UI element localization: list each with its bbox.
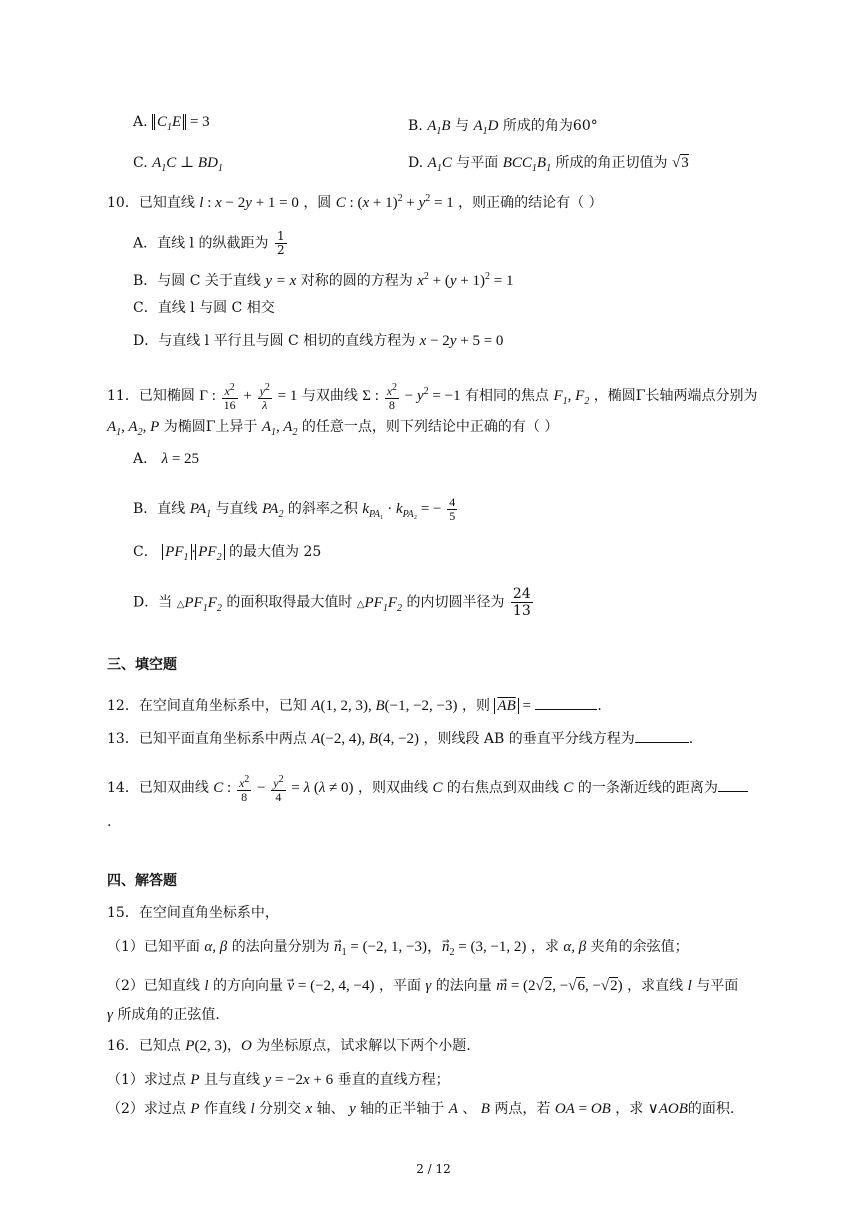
math-eq-sign: = bbox=[518, 698, 531, 714]
q16-part1-mid: 且与直线 bbox=[204, 1072, 260, 1088]
q13-end: . bbox=[688, 731, 694, 747]
math-o: O bbox=[240, 1038, 252, 1054]
q12-end: . bbox=[597, 698, 602, 714]
math-pa1: $PA_1$ bbox=[189, 500, 212, 520]
math-slope-product: $k_{PA_1} \cdot k_{PA_2}$ = − $\frac{4}{5}$ bbox=[362, 495, 456, 523]
q15-part2-line2 bbox=[107, 1005, 220, 1025]
math-gamma-1: γ bbox=[425, 978, 432, 994]
q16-mid: ， bbox=[226, 1038, 241, 1054]
q11-option-a-label: A． bbox=[133, 451, 158, 467]
q12-answer-blank[interactable] bbox=[535, 695, 597, 710]
q15-part2-line2-text: 所成角的正弦值. bbox=[117, 1007, 220, 1023]
q14-mid1: ，则双曲线 bbox=[358, 779, 428, 796]
q9-option-b bbox=[408, 116, 598, 142]
q14-end-line bbox=[107, 812, 111, 832]
math-direction-vector: v⃗ = (−2, 4, −4) bbox=[287, 978, 375, 994]
q11-option-d bbox=[133, 586, 535, 619]
q11-option-a bbox=[133, 449, 199, 469]
q9-option-b-mid: 与 bbox=[455, 118, 469, 134]
q16-part2 bbox=[107, 1099, 734, 1119]
q16-pre: 16．已知点 bbox=[107, 1038, 181, 1054]
q10-stem bbox=[107, 189, 603, 213]
q11-tail1: ，椭圆Γ长轴两端点分别为 bbox=[593, 387, 758, 404]
q11-mid2: 有相同的焦点 bbox=[465, 387, 550, 404]
math-ab-norm: $\overline{AB}$ bbox=[494, 698, 518, 714]
q10-option-d-pre: D．与直线 l 平行且与圆 C 相切的直线方程为 bbox=[133, 333, 416, 349]
q10-option-b-pre: B．与圆 C 关于直线 bbox=[133, 273, 261, 289]
math-circle-sym: $x^2 + (y + 1)^2 = 1$ bbox=[417, 271, 514, 289]
q10-option-a bbox=[133, 230, 289, 257]
math-triangle-aob: ∨AOB bbox=[647, 1101, 688, 1117]
math-oa-ob: OA = OB bbox=[554, 1101, 611, 1117]
q11-option-c bbox=[133, 542, 321, 568]
math-line-l: l bbox=[199, 195, 204, 211]
q11-line2-tail: 的任意一点，则下列结论中正确的有（ ） bbox=[301, 419, 559, 435]
q10-option-b bbox=[133, 267, 513, 291]
math-gamma-2: γ bbox=[107, 1007, 113, 1023]
q15-part2-mid1: 的方向向量 bbox=[213, 978, 283, 994]
q15-part1-tail: ，求 bbox=[530, 939, 559, 955]
q10-option-b-mid: 对称的圆的方程为 bbox=[300, 273, 413, 289]
math-lambda-25: λ = 25 bbox=[161, 451, 200, 467]
q11-line2-mid: 为椭圆Γ上异于 bbox=[163, 419, 258, 435]
q15-part2-tail: ，求直线 bbox=[627, 978, 684, 994]
q15-part2-mid3: 的法向量 bbox=[435, 978, 492, 994]
math-f1f2: $F_1$, $F_2$ bbox=[553, 387, 590, 407]
q16-part2-mid2: 分别交 bbox=[259, 1101, 302, 1117]
q15-part1-mid: 的法向量分别为 bbox=[231, 939, 330, 955]
q10-option-c-text: C．直线 l 与圆 C 相交 bbox=[133, 300, 275, 316]
q11-option-d-pre: D．当 bbox=[133, 594, 173, 611]
math-c-1: C bbox=[432, 779, 443, 796]
q10-option-a-text: A．直线 l 的纵截距为 bbox=[133, 235, 269, 252]
q15-part2-pre: （2）已知直线 bbox=[107, 978, 200, 994]
q15-part2-tail2: 与平面 bbox=[696, 978, 739, 994]
q16-part1-tail: 垂直的直线方程； bbox=[337, 1072, 450, 1088]
math-a1c-perp-bd1: $A_1C$ ⊥ $BD_1$ bbox=[152, 155, 223, 174]
q16-part2-pre: （2）求过点 bbox=[107, 1101, 186, 1117]
q11-stem bbox=[107, 381, 758, 412]
math-l-2: l bbox=[687, 978, 692, 994]
q9-option-a bbox=[133, 112, 210, 138]
math-y-eq-x: y = x bbox=[265, 273, 297, 289]
q16-part2-mid5: 、 bbox=[462, 1101, 477, 1117]
section-title-fill-in: 三、填空题 bbox=[107, 657, 177, 673]
q11-option-b-mid1: 与直线 bbox=[215, 500, 258, 517]
q13-pre: 13．已知平面直角坐标系中两点 bbox=[107, 731, 307, 747]
math-ellipse: Γ : $\frac{x^2}{16}$ + $\frac{y^2}{\lambda}$ = 1 bbox=[199, 382, 298, 412]
math-normal-vectors: $n_1 = (-2$, 1, −3)，$n_2 = (3$, −1, 2) bbox=[334, 939, 527, 958]
math-point-p: P(2, 3) bbox=[185, 1038, 227, 1054]
math-b: B bbox=[480, 1101, 490, 1117]
q15-intro-text: 15．在空间直角坐标系中， bbox=[107, 905, 279, 921]
q16-part2-end: 的面积. bbox=[687, 1101, 735, 1117]
math-eq3: = 3 bbox=[186, 114, 210, 130]
math-normal-m: m⃗ = (2√2, −√6, −√2) bbox=[496, 978, 623, 994]
math-frac-1-2: $\frac{1}{2}$ bbox=[276, 229, 285, 257]
math-hyperbola: Σ : $\frac{x^2}{8}$ − $y^2 = -1$ bbox=[362, 382, 461, 412]
math-points-ab-2d: A(−2, 4), B(4, −2) bbox=[311, 731, 420, 747]
q16-part1 bbox=[107, 1070, 450, 1090]
q11-mid1: 与双曲线 bbox=[301, 387, 358, 404]
q15-part1-end: 夹角的余弦值； bbox=[590, 939, 689, 955]
q14-mid2: 的右焦点到双曲线 bbox=[446, 779, 559, 796]
page-number: 2 / 12 bbox=[416, 1162, 451, 1176]
q15-part1-pre: （1）已知平面 bbox=[107, 939, 200, 955]
math-bcc1b1: $BCC_1B_1$ bbox=[502, 155, 552, 174]
q9-option-d bbox=[408, 153, 689, 179]
math-a: A bbox=[448, 1101, 458, 1117]
math-y-axis: y bbox=[349, 1101, 356, 1117]
q11-option-b bbox=[133, 496, 459, 525]
q10-tail: ，则正确的结论有（ ） bbox=[458, 195, 603, 211]
math-tangent-line: x − 2y + 5 = 0 bbox=[419, 333, 504, 349]
math-a1c: $A_1C$ bbox=[427, 155, 452, 174]
math-l-1: l bbox=[204, 978, 209, 994]
q15-part2 bbox=[107, 976, 738, 996]
math-hyperbola-c: C : $\frac{x^2}{8}$ − $\frac{y^2}{4}$ = λ (λ ≠ 0) bbox=[213, 774, 354, 804]
q9-option-d-tail: 所成的角正切值为 bbox=[555, 155, 668, 171]
math-alpha-beta: α, β bbox=[204, 939, 228, 955]
math-c-2: C bbox=[563, 779, 574, 796]
q11-stem-line2 bbox=[107, 417, 558, 443]
q16-part2-mid3: 轴、 bbox=[316, 1101, 345, 1117]
q14-pre: 14．已知双曲线 bbox=[107, 779, 209, 796]
q14-end: . bbox=[107, 814, 112, 830]
q9-option-a-label: A. bbox=[133, 114, 148, 130]
q9-option-d-mid: 与平面 bbox=[456, 155, 499, 171]
q11-option-d-tail: 的内切圆半径为 bbox=[406, 594, 505, 611]
math-frac-24-13: $\frac{24}{13}$ bbox=[512, 586, 531, 619]
q16-stem bbox=[107, 1036, 471, 1056]
math-l-3: l bbox=[250, 1101, 255, 1117]
q11-option-b-pre: B．直线 bbox=[133, 500, 186, 517]
q11-option-c-tail: 的最大值为 25 bbox=[229, 544, 322, 560]
q15-intro bbox=[107, 903, 279, 923]
math-pf1-pf2: $PF_1 \cdot PF_2$ bbox=[162, 544, 224, 560]
math-circle-c: C bbox=[335, 195, 346, 211]
q14-answer-blank[interactable] bbox=[718, 777, 748, 792]
q16-part2-tail: ，求 bbox=[615, 1101, 644, 1117]
math-sqrt3: √3 bbox=[672, 155, 689, 171]
q10-option-c bbox=[133, 298, 275, 318]
q10-number: 10．已知直线 bbox=[107, 195, 195, 211]
q16-part1-pre: （1）求过点 bbox=[107, 1072, 186, 1088]
q16-tail: 为坐标原点，试求解以下两个小题. bbox=[256, 1038, 471, 1054]
q12 bbox=[107, 695, 602, 716]
math-a1b: $A_1B$ bbox=[427, 118, 451, 137]
q14 bbox=[107, 773, 748, 804]
q11-number: 11．已知椭圆 bbox=[107, 387, 195, 404]
math-a1a2p: $A_1$, $A_2$, P bbox=[107, 419, 160, 438]
q11-option-d-mid: 的面积取得最大值时 bbox=[226, 594, 353, 611]
q13-answer-blank[interactable] bbox=[635, 728, 689, 743]
q12-mid: ，则 bbox=[461, 698, 490, 714]
q16-part2-mid6: 两点，若 bbox=[494, 1101, 551, 1117]
math-p-2: P bbox=[190, 1101, 200, 1117]
math-a1a2: $A_1$, $A_2$ bbox=[261, 419, 298, 438]
q9-option-b-label: B. bbox=[408, 118, 423, 134]
math-line-y: y = −2x + 6 bbox=[264, 1072, 334, 1088]
math-a1d: $A_1D$ bbox=[473, 118, 499, 137]
q12-pre: 12．在空间直角坐标系中，已知 bbox=[107, 698, 307, 714]
q9-option-c bbox=[133, 153, 223, 179]
q15-part1 bbox=[107, 937, 689, 963]
q15-part2-mid2: ，平面 bbox=[378, 978, 421, 994]
q16-part2-mid1: 作直线 bbox=[204, 1101, 246, 1117]
q9-option-d-label: D. bbox=[408, 155, 424, 171]
math-line-eq: : x − 2y + 1 = 0 bbox=[203, 195, 299, 211]
q9-option-b-tail: 所成的角为60° bbox=[502, 118, 598, 134]
math-points-ab: A(1, 2, 3), B(−1, −2, −3) bbox=[311, 698, 458, 714]
math-circle-eq: : $(x + 1)^2 + y^2 = 1$ bbox=[345, 193, 454, 211]
math-triangle-pf1f2-b: $\triangle PF_1F_2$ bbox=[356, 594, 402, 614]
section-title-solutions: 四、解答题 bbox=[107, 873, 177, 889]
q11-option-b-mid2: 的斜率之积 bbox=[287, 500, 358, 517]
math-alpha-beta-2: α, β bbox=[563, 939, 587, 955]
q13-tail: ，则线段 AB 的垂直平分线方程为 bbox=[423, 731, 635, 747]
q14-tail: 的一条渐近线的距离为 bbox=[577, 779, 718, 796]
q10-option-d bbox=[133, 331, 503, 351]
math-triangle-pf1f2-a: $\triangle PF_1F_2$ bbox=[176, 594, 222, 614]
math-pa2: $PA_2$ bbox=[262, 500, 284, 520]
q11-option-c-label: C． bbox=[133, 544, 158, 560]
q13 bbox=[107, 728, 693, 749]
q16-part2-mid4: 轴的正半轴于 bbox=[360, 1101, 445, 1117]
math-p-1: P bbox=[190, 1072, 200, 1088]
q9-option-c-label: C. bbox=[133, 155, 148, 171]
math-x-axis: x bbox=[305, 1101, 313, 1117]
math-c1e-norm: $C_1E$ bbox=[152, 114, 186, 130]
q10-mid: ，圆 bbox=[303, 195, 332, 211]
